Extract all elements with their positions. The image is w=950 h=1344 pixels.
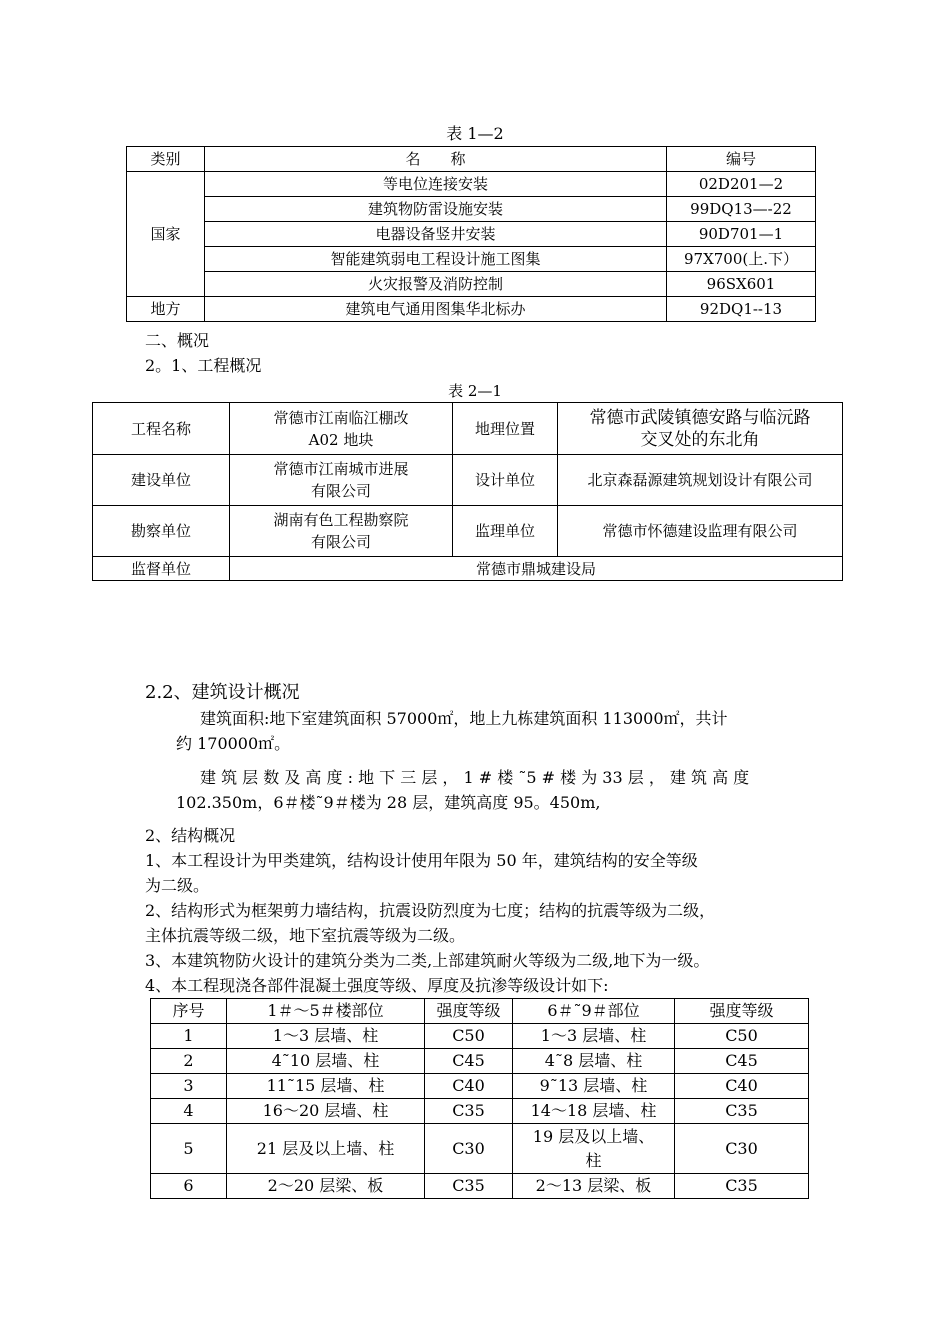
standard-name: 电器设备竖井安装 [205, 222, 667, 247]
cell-part: 4˜10 层墙、柱 [227, 1049, 425, 1074]
header-category: 类别 [127, 147, 205, 172]
para-floors-line1: 建 筑 层 数 及 高 度 : 地 下 三 层 ， 1 # 楼 ˜5 # 楼 为 33 层 ， 建 筑 高 度 [200, 768, 750, 787]
item1-line2: 为二级。 [145, 876, 210, 895]
para-area-line2: 约 170000㎡。 [176, 734, 291, 753]
standard-code: 97X700(上.下） [667, 247, 816, 272]
cell-grade: C50 [675, 1024, 809, 1049]
value-designer: 北京森磊源建筑规划设计有限公司 [558, 455, 843, 506]
table-row [151, 1049, 809, 1074]
cell-grade: C45 [425, 1049, 513, 1074]
cell-grade: C50 [425, 1024, 513, 1049]
para-floors-line2: 102.350m，6＃楼˜9＃楼为 28 层，建筑高度 95。450m, [176, 793, 601, 812]
section-title-architecture: 2.2、建筑设计概况 [145, 682, 300, 703]
cell-part: 2～13 层梁、板 [513, 1174, 675, 1199]
header-grade: 强度等级 [425, 999, 513, 1024]
cell-seq: 6 [151, 1174, 227, 1199]
cell-grade: C40 [675, 1074, 809, 1099]
header-part-6-9: 6＃˜9＃部位 [513, 999, 675, 1024]
value-project-name [230, 403, 453, 455]
value-line: 常德市江南临江棚改 [273, 408, 409, 427]
label-supervisor: 监理单位 [453, 506, 558, 557]
cell-seq: 5 [151, 1124, 227, 1174]
cell-grade: C30 [675, 1124, 809, 1174]
value-line: 常德市武陵镇德安路与临沅路 [589, 407, 811, 428]
cell-seq: 2 [151, 1049, 227, 1074]
section-title-project-overview: 2。1、工程概况 [145, 356, 262, 375]
header-part-1-5: 1＃～5＃楼部位 [227, 999, 425, 1024]
section-title-overview: 二、概况 [145, 331, 210, 350]
table-row [151, 1099, 809, 1124]
item2-line2: 主体抗震等级二级，地下室抗震等级为二级。 [145, 926, 466, 945]
standard-code: 90D701—1 [667, 222, 816, 247]
para-area-line1: 建筑面积:地下室建筑面积 57000㎡，地上九栋建筑面积 113000㎡，共计 [200, 709, 728, 728]
cell-part: 1～3 层墙、柱 [227, 1024, 425, 1049]
table2-caption: 表 2—1 [448, 382, 502, 400]
table-row [93, 506, 843, 557]
item4: 4、本工程现浇各部件混凝土强度等级、厚度及抗渗等级设计如下: [145, 976, 609, 995]
cell-part: 19 层及以上墙、柱 [513, 1124, 675, 1174]
label-survey: 勘察单位 [93, 506, 230, 557]
value-line: 交叉处的东北角 [640, 429, 760, 450]
item3: 3、本建筑物防火设计的建筑分类为二类,上部建筑耐火等级为二级,地下为一级。 [145, 951, 710, 970]
table-row [127, 247, 816, 272]
table-header-row [127, 147, 816, 172]
table-row [151, 1124, 809, 1174]
value-location [558, 403, 843, 455]
standard-code: 96SX601 [667, 272, 816, 297]
table-row [151, 1174, 809, 1199]
table-row [151, 1074, 809, 1099]
table-row [151, 1024, 809, 1049]
cell-grade: C45 [675, 1049, 809, 1074]
value-line: 有限公司 [310, 482, 371, 500]
table-row [127, 222, 816, 247]
label-designer: 设计单位 [453, 455, 558, 506]
label-project-name: 工程名称 [93, 403, 230, 455]
concrete-grade-table [150, 998, 809, 1199]
cell-part: 11˜15 层墙、柱 [227, 1074, 425, 1099]
value-line: A02 地块 [308, 430, 374, 449]
cell-part: 1～3 层墙、柱 [513, 1024, 675, 1049]
table-row [93, 455, 843, 506]
table-row [127, 197, 816, 222]
item1-line1: 1、本工程设计为甲类建筑，结构设计使用年限为 50 年，建筑结构的安全等级 [145, 851, 698, 870]
cell-grade: C30 [425, 1124, 513, 1174]
header-grade: 强度等级 [675, 999, 809, 1024]
standard-name: 智能建筑弱电工程设计施工图集 [205, 247, 667, 272]
standard-code: 02D201—2 [667, 172, 816, 197]
label-oversight: 监督单位 [93, 557, 230, 581]
table-row [127, 297, 816, 322]
cell-grade: C35 [425, 1099, 513, 1124]
header-name: 名 称 [205, 147, 667, 172]
table1-caption: 表 1—2 [446, 124, 504, 143]
standard-name: 等电位连接安装 [205, 172, 667, 197]
table-row [127, 272, 816, 297]
value-builder [230, 455, 453, 506]
cell-seq: 3 [151, 1074, 227, 1099]
cell-grade: C35 [425, 1174, 513, 1199]
cell-grade: C35 [675, 1174, 809, 1199]
cell-part: 14～18 层墙、柱 [513, 1099, 675, 1124]
label-location: 地理位置 [453, 403, 558, 455]
cell-seq: 4 [151, 1099, 227, 1124]
value-survey [230, 506, 453, 557]
value-oversight: 常德市鼎城建设局 [230, 557, 843, 581]
structure-title: 2、结构概况 [145, 826, 236, 845]
cell-part: 4˜8 层墙、柱 [513, 1049, 675, 1074]
table-row [93, 403, 843, 455]
category-national: 国家 [127, 172, 205, 297]
label-builder: 建设单位 [93, 455, 230, 506]
cell-part: 2～20 层梁、板 [227, 1174, 425, 1199]
value-line: 湖南有色工程勘察院 [273, 511, 409, 529]
cell-seq: 1 [151, 1024, 227, 1049]
cell-part: 16～20 层墙、柱 [227, 1099, 425, 1124]
cell-grade: C40 [425, 1074, 513, 1099]
standard-code: 92DQ1--13 [667, 297, 816, 322]
cell-part: 21 层及以上墙、柱 [227, 1124, 425, 1174]
header-code: 编号 [667, 147, 816, 172]
cell-part: 9˜13 层墙、柱 [513, 1074, 675, 1099]
table-row [93, 557, 843, 581]
standard-code: 99DQ13—-22 [667, 197, 816, 222]
standard-name: 建筑物防雷设施安装 [205, 197, 667, 222]
table-row [127, 172, 816, 197]
item2-line1: 2、结构形式为框架剪力墙结构，抗震设防烈度为七度；结构的抗震等级为二级， [145, 901, 716, 920]
value-line: 有限公司 [310, 533, 371, 551]
standard-name: 建筑电气通用图集华北标办 [205, 297, 667, 322]
header-seq: 序号 [151, 999, 227, 1024]
value-line: 常德市江南城市进展 [273, 460, 409, 478]
table-header-row [151, 999, 809, 1024]
project-info-table [92, 402, 843, 581]
standard-name: 火灾报警及消防控制 [205, 272, 667, 297]
value-supervisor: 常德市怀德建设监理有限公司 [558, 506, 843, 557]
category-local: 地方 [127, 297, 205, 322]
cell-grade: C35 [675, 1099, 809, 1124]
standards-table [126, 146, 816, 322]
